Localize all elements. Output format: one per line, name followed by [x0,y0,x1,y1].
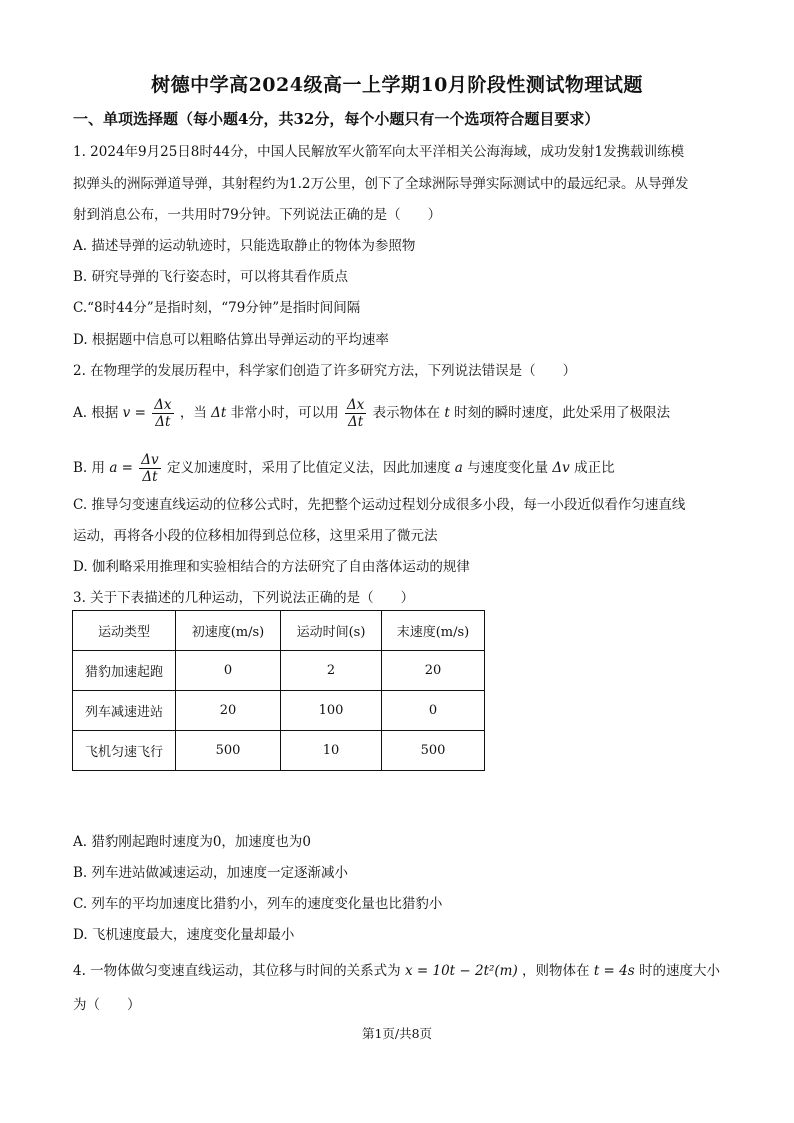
q1-option-d: D. 根据题中信息可以粗略估算出导弹运动的平均速率 [73,332,389,348]
table-header-row [73,611,485,651]
page-title: 树德中学高2024级高一上学期10月阶段性测试物理试题 [151,74,643,96]
q2b-text-2: 定义加速度时，采用了比值定义法，因此加速度 [166,460,451,476]
q4-text-3: 时的速度大小 [638,963,720,979]
q2a-frac2-num: Δx [346,397,365,413]
q2a-text-3: 非常小时，可以用 [230,405,339,421]
table-row [73,651,485,691]
table-cell: 飞机匀速飞行 [73,731,176,771]
q1-line-3: 射到消息公布，一共用时79分钟。下列说法正确的是（ ） [73,207,442,223]
table-cell: 20 [176,691,281,731]
page-footer: 第1页/共8页 [361,1026,433,1041]
q2b-text-4: 成正比 [574,460,615,476]
q2a-fraction-1 [152,397,173,430]
q2a-text-2: ，当 [179,405,207,421]
q2a-text-5: 时刻的瞬时速度，此处采用了极限法 [454,405,671,421]
q2a-frac2-den: Δt [348,414,364,430]
q2b-delta-v: Δv [552,460,570,476]
q2-stem: 2. 在物理学的发展历程中，科学家们创造了许多研究方法，下列说法错误是（ ） [73,363,577,379]
section-heading: 一、单项选择题（每小题4分，共32分，每个小题只有一个选项符合题目要求） [73,110,600,128]
q3-stem: 3. 关于下表描述的几种运动，下列说法正确的是（ ） [73,590,415,606]
table-cell: 列车减速进站 [73,691,176,731]
q1-option-b: B. 研究导弹的飞行姿态时，可以将其看作质点 [73,269,349,285]
table-cell: 500 [176,731,281,771]
q2a-text-4: 表示物体在 [372,405,441,421]
q2a-symbol-t: t [444,405,450,421]
table-cell: 0 [176,651,281,691]
q2a-equals: = [134,405,146,421]
q4-formula: x = 10t − 2t²(m) [404,963,518,979]
q2b-text-3: 与速度变化量 [467,460,549,476]
q2b-fraction [139,452,160,485]
q2a-fraction-2 [345,397,366,430]
q4-line-2: 为（ ） [73,997,141,1013]
table-header-cell: 运动类型 [73,611,176,651]
q3-option-a: A. 猎豹刚起跑时速度为0，加速度也为0 [73,834,312,850]
table-cell: 20 [382,651,485,691]
q2-option-d: D. 伽利略采用推理和实验相结合的方法研究了自由落体运动的规律 [73,559,470,575]
q2-option-b [73,451,615,485]
table-cell: 猎豹加速起跑 [73,651,176,691]
table-header-cell: 末速度(m/s) [382,611,485,651]
q3-option-c: C. 列车的平均加速度比猎豹小，列车的速度变化量也比猎豹小 [73,896,443,912]
q2a-text-1: A. 根据 [73,405,119,421]
table-cell: 2 [281,651,382,691]
table-row [73,731,485,771]
q2a-symbol-v: v [122,405,131,421]
table-cell: 500 [382,731,485,771]
table-header-cell: 初速度(m/s) [176,611,281,651]
q3-option-d: D. 飞机速度最大，速度变化量却最小 [73,927,295,943]
q2a-frac1-den: Δt [155,414,171,430]
q2b-symbol-a: a [109,460,118,476]
table-cell: 100 [281,691,382,731]
table-cell: 10 [281,731,382,771]
q2a-delta-t: Δt [211,405,227,421]
q2b-text-1: B. 用 [73,460,106,476]
table-row [73,691,485,731]
q4-text-1: 4. 一物体做匀变速直线运动，其位移与时间的关系式为 [73,963,401,979]
q2b-frac-den: Δt [142,469,158,485]
motion-table [72,610,485,771]
q1-option-c: C.“8时44分”是指时刻，“79分钟”是指时间间隔 [73,300,361,316]
q2-option-c-line-1: C. 推导匀变速直线运动的位移公式时，先把整个运动过程划分成很多小段，每一小段近似看作匀速直线 [73,497,686,513]
q1-option-a: A. 描述导弹的运动轨迹时，只能选取静止的物体为参照物 [73,238,416,254]
q1-line-1: 1. 2024年9月25日8时44分，中国人民解放军火箭军向太平洋相关公海海域，成功发射1发携载训练模 [73,144,685,160]
table-header-cell: 运动时间(s) [281,611,382,651]
q2b-symbol-a-2: a [454,460,463,476]
q2-option-a [73,396,670,430]
q3-option-b: B. 列车进站做减速运动，加速度一定逐渐减小 [73,865,349,881]
q1-line-2: 拟弹头的洲际弹道导弹，其射程约为1.2万公里，创下了全球洲际导弹实际测试中的最远纪录。从导弹发 [73,176,689,192]
q2-option-c-line-2: 运动，再将各小段的位移相加得到总位移，这里采用了微元法 [73,528,438,544]
q4-time: t = 4s [593,963,635,979]
table-cell: 0 [382,691,485,731]
q4-line-1 [73,962,720,980]
q2b-frac-num: Δv [141,452,159,468]
q2b-equals: = [121,460,133,476]
q4-text-2: ，则物体在 [522,963,590,979]
q2a-frac1-num: Δx [154,397,172,413]
